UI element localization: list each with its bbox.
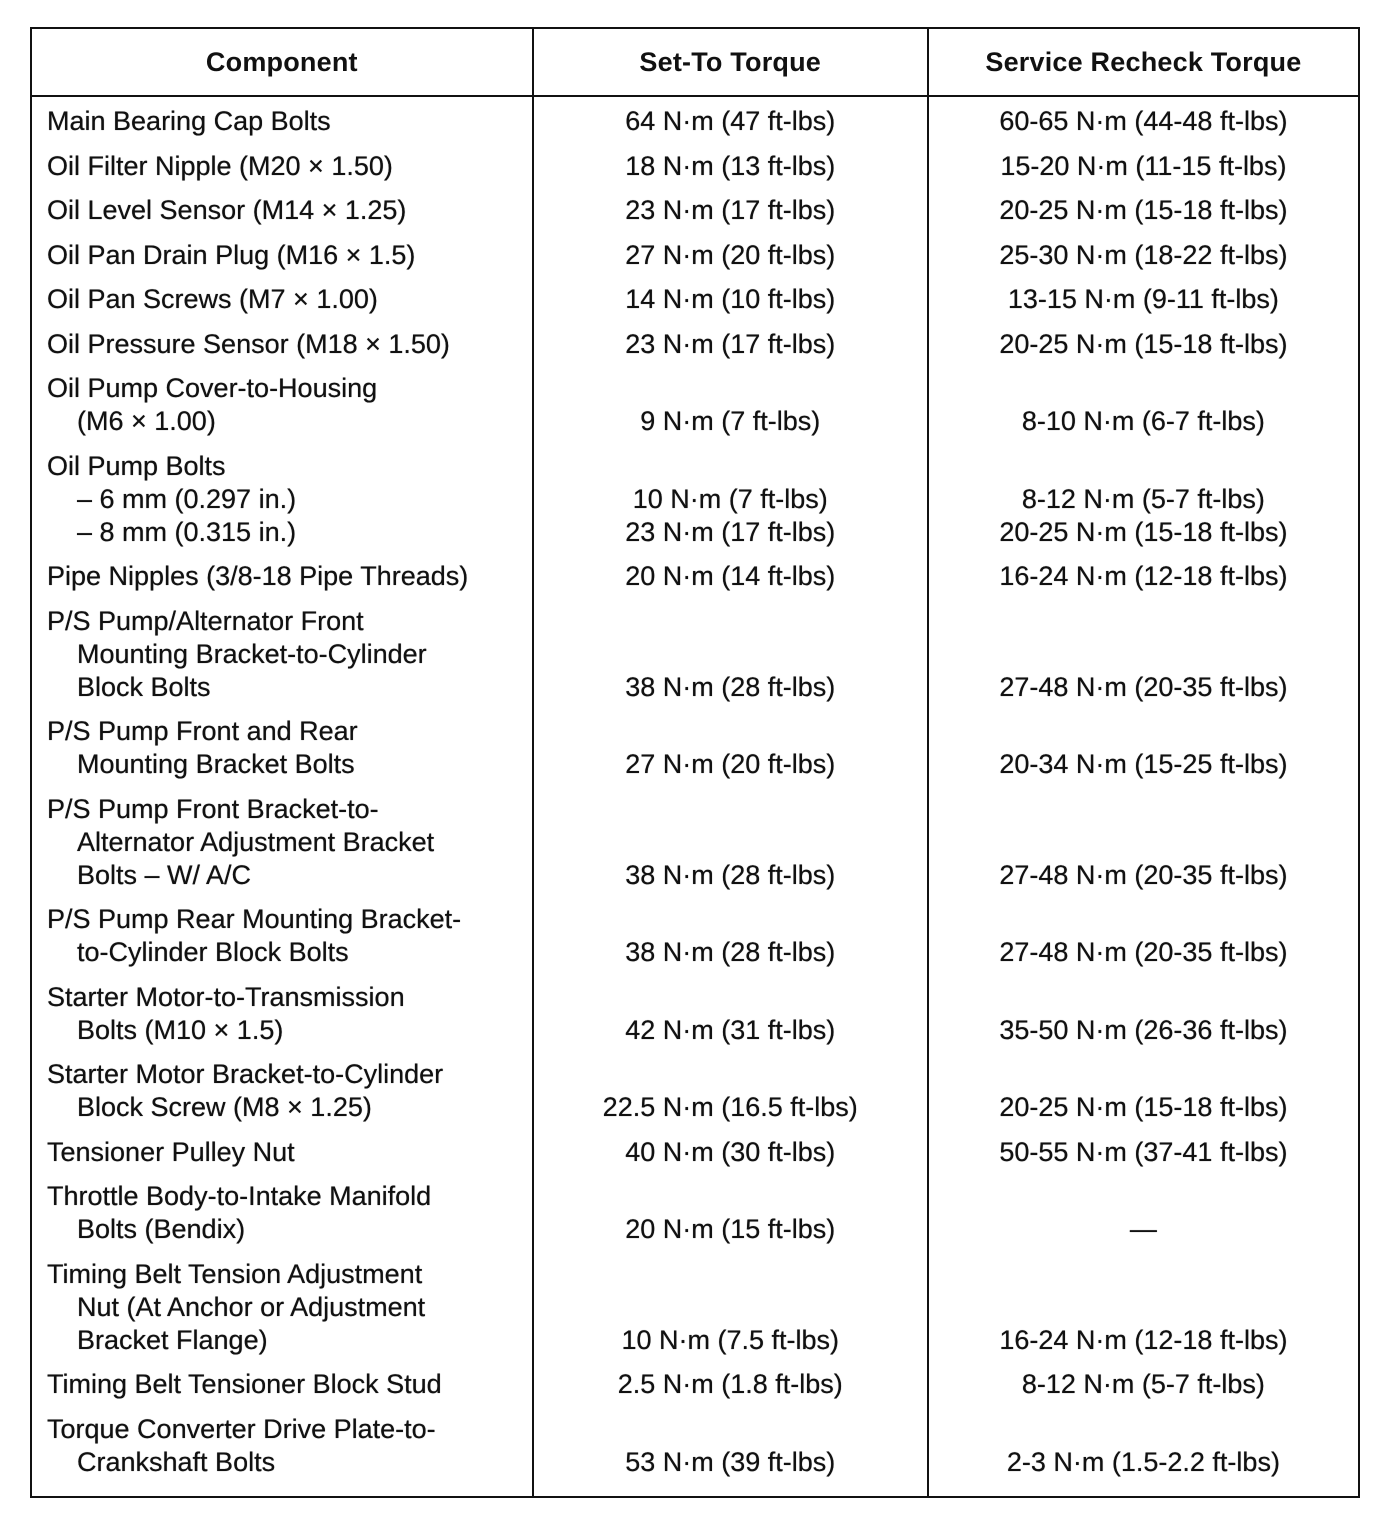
cell-line: 23 N·m (17 ft-lbs) bbox=[625, 328, 836, 359]
cell-line: 38 N·m (28 ft-lbs) bbox=[625, 671, 836, 702]
recheck-torque-cell bbox=[928, 781, 1359, 892]
cell-line: (M6 × 1.00) bbox=[77, 406, 216, 436]
cell-line: 38 N·m (28 ft-lbs) bbox=[625, 859, 836, 890]
set-to-torque-cell bbox=[533, 593, 928, 704]
header-component: Component bbox=[31, 28, 533, 96]
cell-line: Crankshaft Bolts bbox=[77, 1446, 276, 1477]
cell-line: 9 N·m (7 ft-lbs) bbox=[640, 406, 821, 436]
component-cell bbox=[31, 593, 533, 704]
recheck-torque-cell bbox=[928, 183, 1359, 228]
cell-line: 38 N·m (28 ft-lbs) bbox=[625, 937, 836, 967]
cell-line: 64 N·m (47 ft-lbs) bbox=[625, 106, 836, 136]
cell-line: 20-25 N·m (15-18 ft-lbs) bbox=[999, 195, 1288, 225]
table-row bbox=[31, 227, 1359, 272]
component-cell bbox=[31, 438, 533, 549]
set-to-torque-cell bbox=[533, 138, 928, 183]
table-row bbox=[31, 593, 1359, 704]
cell-line: 10 N·m (7.5 ft-lbs) bbox=[621, 1324, 839, 1355]
cell-line: Oil Filter Nipple (M20 × 1.50) bbox=[47, 150, 393, 181]
table-row bbox=[31, 1169, 1359, 1247]
torque-spec-table bbox=[30, 27, 1360, 1498]
cell-line: Block Bolts bbox=[77, 671, 211, 702]
recheck-torque-cell bbox=[928, 438, 1359, 549]
cell-line: Nut (At Anchor or Adjustment bbox=[77, 1291, 426, 1322]
cell-line: Timing Belt Tension Adjustment bbox=[47, 1258, 423, 1289]
recheck-torque-cell bbox=[928, 892, 1359, 970]
cell-line: 20 N·m (14 ft-lbs) bbox=[625, 561, 836, 591]
recheck-torque-cell bbox=[928, 272, 1359, 317]
cell-line: Oil Pan Screws (M7 × 1.00) bbox=[47, 284, 378, 314]
recheck-torque-cell bbox=[928, 1246, 1359, 1357]
cell-line: 16-24 N·m (12-18 ft-lbs) bbox=[999, 561, 1288, 591]
table-row bbox=[31, 438, 1359, 549]
table-row bbox=[31, 1401, 1359, 1497]
recheck-torque-cell bbox=[928, 1401, 1359, 1497]
component-cell bbox=[31, 183, 533, 228]
cell-line: 35-50 N·m (26-36 ft-lbs) bbox=[999, 1014, 1288, 1045]
set-to-torque-cell bbox=[533, 183, 928, 228]
cell-line: 40 N·m (30 ft-lbs) bbox=[625, 1136, 836, 1167]
recheck-torque-cell bbox=[928, 361, 1359, 439]
component-cell bbox=[31, 96, 533, 138]
cell-line: — bbox=[1129, 1214, 1157, 1244]
cell-line: 27 N·m (20 ft-lbs) bbox=[625, 749, 836, 779]
component-cell bbox=[31, 1169, 533, 1247]
recheck-torque-cell bbox=[928, 549, 1359, 594]
cell-line: 27-48 N·m (20-35 ft-lbs) bbox=[999, 937, 1288, 967]
component-cell bbox=[31, 138, 533, 183]
set-to-torque-cell bbox=[533, 704, 928, 782]
component-cell bbox=[31, 1124, 533, 1169]
set-to-torque-cell bbox=[533, 1169, 928, 1247]
cell-line: Oil Pump Cover-to-Housing bbox=[47, 373, 378, 403]
cell-line: to-Cylinder Block Bolts bbox=[77, 937, 349, 967]
component-cell bbox=[31, 227, 533, 272]
cell-line: Bolts (Bendix) bbox=[77, 1214, 246, 1244]
cell-line: 25-30 N·m (18-22 ft-lbs) bbox=[999, 239, 1288, 270]
component-cell bbox=[31, 781, 533, 892]
cell-line: 20-25 N·m (15-18 ft-lbs) bbox=[999, 1092, 1288, 1122]
recheck-torque-cell bbox=[928, 1169, 1359, 1247]
set-to-torque-cell bbox=[533, 1124, 928, 1169]
component-cell bbox=[31, 704, 533, 782]
recheck-torque-cell bbox=[928, 593, 1359, 704]
cell-line: 18 N·m (13 ft-lbs) bbox=[625, 150, 836, 181]
cell-line: Pipe Nipples (3/8-18 Pipe Threads) bbox=[47, 561, 469, 591]
cell-line: 42 N·m (31 ft-lbs) bbox=[625, 1014, 836, 1045]
cell-line: Mounting Bracket Bolts bbox=[77, 749, 355, 779]
recheck-torque-cell bbox=[928, 1124, 1359, 1169]
cell-line: Bolts (M10 × 1.5) bbox=[77, 1014, 284, 1045]
set-to-torque-cell bbox=[533, 892, 928, 970]
component-cell bbox=[31, 272, 533, 317]
set-to-torque-cell bbox=[533, 1401, 928, 1497]
set-to-torque-cell bbox=[533, 438, 928, 549]
cell-line: Block Screw (M8 × 1.25) bbox=[77, 1092, 372, 1122]
table-row bbox=[31, 549, 1359, 594]
cell-line: 53 N·m (39 ft-lbs) bbox=[625, 1446, 836, 1477]
cell-line: Throttle Body-to-Intake Manifold bbox=[47, 1181, 432, 1211]
set-to-torque-cell bbox=[533, 227, 928, 272]
cell-line: Alternator Adjustment Bracket bbox=[77, 826, 435, 857]
cell-line: Starter Motor Bracket-to-Cylinder bbox=[47, 1059, 444, 1089]
table-row bbox=[31, 138, 1359, 183]
cell-line: 8-12 N·m (5-7 ft-lbs) bbox=[1021, 483, 1265, 514]
cell-line: 8-12 N·m (5-7 ft-lbs) bbox=[1021, 1369, 1265, 1399]
header-row bbox=[31, 28, 1359, 96]
recheck-torque-cell bbox=[928, 316, 1359, 361]
cell-line: 14 N·m (10 ft-lbs) bbox=[625, 284, 836, 314]
table-row bbox=[31, 316, 1359, 361]
cell-line: Bolts – W/ A/C bbox=[77, 859, 252, 890]
table-row bbox=[31, 1246, 1359, 1357]
component-cell bbox=[31, 1047, 533, 1125]
component-cell bbox=[31, 549, 533, 594]
component-cell bbox=[31, 1246, 533, 1357]
cell-line: 2.5 N·m (1.8 ft-lbs) bbox=[617, 1369, 843, 1399]
header-service-recheck-torque: Service Recheck Torque bbox=[928, 28, 1359, 96]
table-row bbox=[31, 969, 1359, 1047]
table-row bbox=[31, 96, 1359, 138]
set-to-torque-cell bbox=[533, 969, 928, 1047]
table-row bbox=[31, 183, 1359, 228]
table-row bbox=[31, 1047, 1359, 1125]
cell-line: 10 N·m (7 ft-lbs) bbox=[632, 483, 828, 514]
cell-line: – 8 mm (0.315 in.) bbox=[77, 516, 297, 547]
cell-line: 23 N·m (17 ft-lbs) bbox=[625, 195, 836, 225]
recheck-torque-cell bbox=[928, 227, 1359, 272]
cell-line: Oil Pump Bolts bbox=[47, 450, 226, 481]
cell-line: 23 N·m (17 ft-lbs) bbox=[625, 516, 836, 547]
cell-line: 27 N·m (20 ft-lbs) bbox=[625, 239, 836, 270]
set-to-torque-cell bbox=[533, 316, 928, 361]
cell-line: 27-48 N·m (20-35 ft-lbs) bbox=[999, 671, 1288, 702]
set-to-torque-cell bbox=[533, 549, 928, 594]
cell-line: P/S Pump Front and Rear bbox=[47, 716, 358, 746]
recheck-torque-cell bbox=[928, 969, 1359, 1047]
cell-line: 60-65 N·m (44-48 ft-lbs) bbox=[999, 106, 1288, 136]
set-to-torque-cell bbox=[533, 96, 928, 138]
recheck-torque-cell bbox=[928, 1357, 1359, 1402]
set-to-torque-cell bbox=[533, 1047, 928, 1125]
cell-line: Timing Belt Tensioner Block Stud bbox=[47, 1369, 442, 1399]
table-row bbox=[31, 1124, 1359, 1169]
cell-line: Mounting Bracket-to-Cylinder bbox=[77, 638, 427, 669]
cell-line: 13-15 N·m (9-11 ft-lbs) bbox=[1007, 284, 1279, 314]
set-to-torque-cell bbox=[533, 1246, 928, 1357]
cell-line: P/S Pump Front Bracket-to- bbox=[47, 793, 379, 824]
cell-line: Oil Pan Drain Plug (M16 × 1.5) bbox=[47, 239, 416, 270]
table-row bbox=[31, 272, 1359, 317]
table-row bbox=[31, 781, 1359, 892]
cell-line: P/S Pump Rear Mounting Bracket- bbox=[47, 904, 462, 934]
table-row bbox=[31, 1357, 1359, 1402]
cell-line: 20 N·m (15 ft-lbs) bbox=[625, 1214, 836, 1244]
cell-line: Torque Converter Drive Plate-to- bbox=[47, 1413, 436, 1444]
cell-line: Starter Motor-to-Transmission bbox=[47, 981, 405, 1012]
cell-line: 20-34 N·m (15-25 ft-lbs) bbox=[999, 749, 1288, 779]
component-cell bbox=[31, 969, 533, 1047]
table-row bbox=[31, 892, 1359, 970]
cell-line: 2-3 N·m (1.5-2.2 ft-lbs) bbox=[1006, 1446, 1280, 1477]
cell-line: Main Bearing Cap Bolts bbox=[47, 106, 331, 136]
cell-line: 27-48 N·m (20-35 ft-lbs) bbox=[999, 859, 1288, 890]
cell-line: 15-20 N·m (11-15 ft-lbs) bbox=[1000, 150, 1287, 181]
component-cell bbox=[31, 892, 533, 970]
header-set-to-torque: Set-To Torque bbox=[533, 28, 928, 96]
cell-line: Tensioner Pulley Nut bbox=[47, 1136, 295, 1167]
cell-line: 20-25 N·m (15-18 ft-lbs) bbox=[999, 516, 1288, 547]
component-cell bbox=[31, 1401, 533, 1497]
table-row bbox=[31, 361, 1359, 439]
set-to-torque-cell bbox=[533, 361, 928, 439]
component-cell bbox=[31, 316, 533, 361]
cell-line: Oil Pressure Sensor (M18 × 1.50) bbox=[47, 328, 450, 359]
recheck-torque-cell bbox=[928, 96, 1359, 138]
cell-line: Oil Level Sensor (M14 × 1.25) bbox=[47, 195, 407, 225]
component-cell bbox=[31, 1357, 533, 1402]
component-cell bbox=[31, 361, 533, 439]
table-row bbox=[31, 704, 1359, 782]
set-to-torque-cell bbox=[533, 781, 928, 892]
cell-line: 20-25 N·m (15-18 ft-lbs) bbox=[999, 328, 1288, 359]
set-to-torque-cell bbox=[533, 1357, 928, 1402]
cell-line: 50-55 N·m (37-41 ft-lbs) bbox=[999, 1136, 1288, 1167]
recheck-torque-cell bbox=[928, 704, 1359, 782]
set-to-torque-cell bbox=[533, 272, 928, 317]
cell-line: P/S Pump/Alternator Front bbox=[47, 605, 364, 636]
recheck-torque-cell bbox=[928, 1047, 1359, 1125]
cell-line: 8-10 N·m (6-7 ft-lbs) bbox=[1021, 406, 1265, 436]
cell-line: 22.5 N·m (16.5 ft-lbs) bbox=[602, 1092, 858, 1122]
recheck-torque-cell bbox=[928, 138, 1359, 183]
cell-line: Bracket Flange) bbox=[77, 1324, 268, 1355]
cell-line: 16-24 N·m (12-18 ft-lbs) bbox=[999, 1324, 1288, 1355]
cell-line: – 6 mm (0.297 in.) bbox=[77, 483, 297, 514]
